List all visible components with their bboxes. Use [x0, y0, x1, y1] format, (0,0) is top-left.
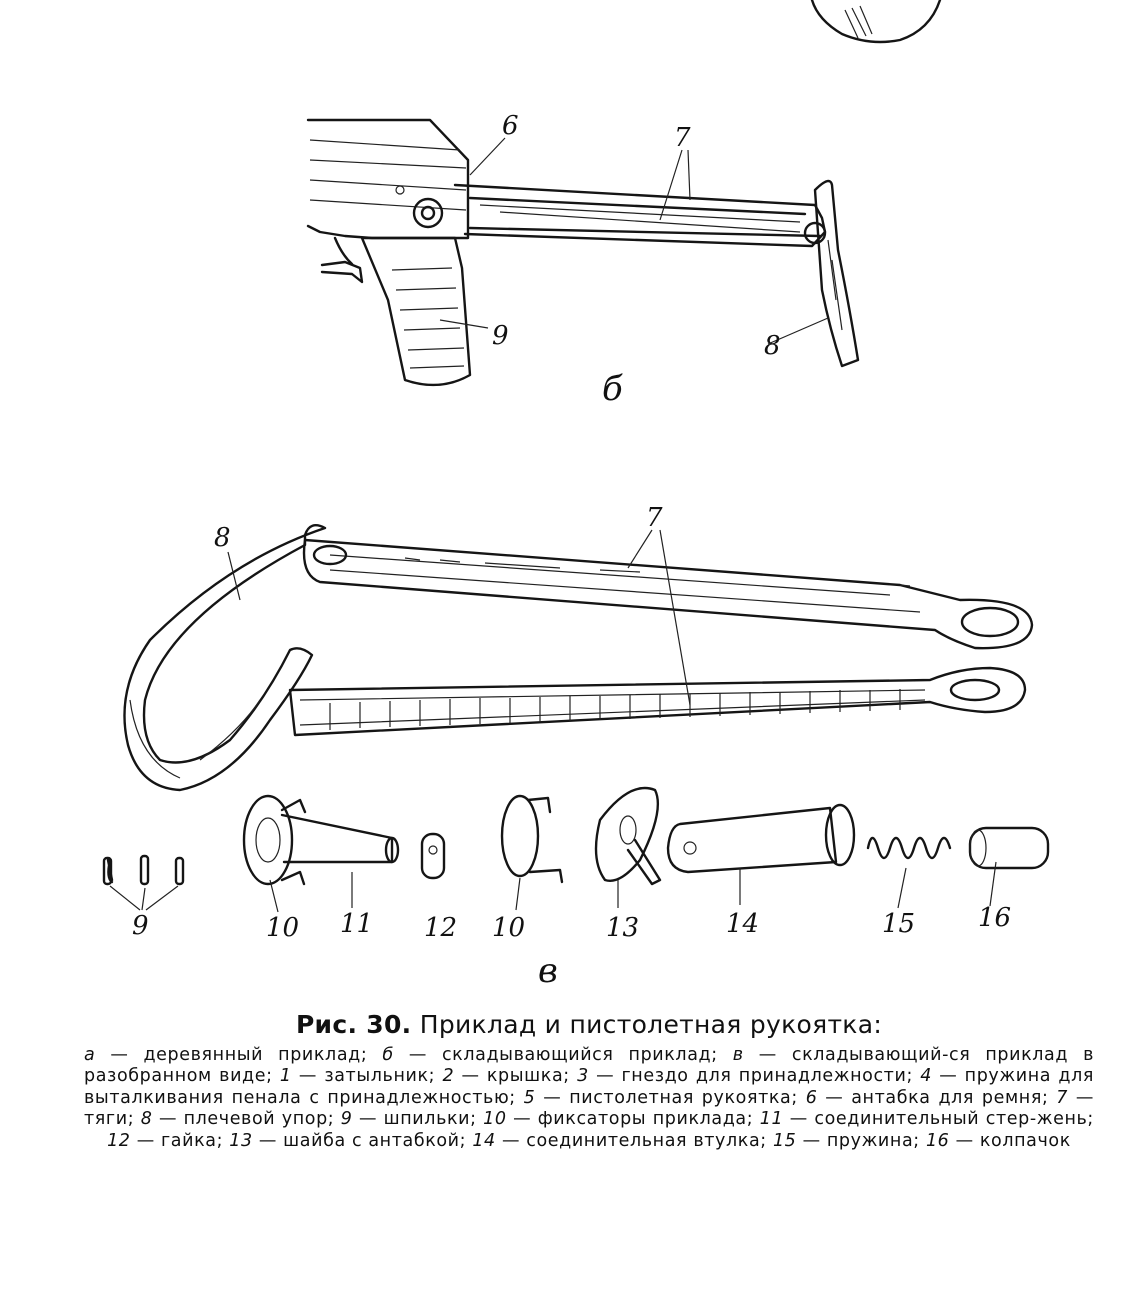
- legend-text: фиксаторы приклада;: [537, 1109, 754, 1130]
- legend-item: 9 — шпильки;: [340, 1109, 477, 1130]
- view-v-label: в: [538, 951, 558, 991]
- legend-item: 14 — соединительная втулка;: [472, 1130, 767, 1151]
- legend-item: 15 — пружина;: [772, 1130, 920, 1151]
- legend-key: 13: [229, 1130, 253, 1151]
- shoulder-rest: [815, 181, 858, 366]
- legend-item: 12 — гайка;: [107, 1130, 224, 1151]
- legend-key: 5: [523, 1087, 536, 1108]
- legend-key: 10: [483, 1109, 507, 1130]
- legend-key: 9: [340, 1109, 353, 1130]
- legend-text: затыльник;: [324, 1066, 436, 1087]
- legend-text: тяги;: [84, 1109, 135, 1130]
- legend-key: 6: [805, 1087, 818, 1108]
- legend-item: б — складывающийся приклад;: [382, 1045, 718, 1065]
- legend-text: шпильки;: [383, 1109, 477, 1130]
- legend-key: 14: [472, 1130, 496, 1151]
- legend-text: соединительный стер-жень;: [814, 1109, 1094, 1130]
- callout-16: 16: [978, 903, 1012, 933]
- callout-9: 9: [492, 321, 509, 351]
- shoulder-rest-curved: [124, 525, 325, 790]
- legend-item: 16 — колпачок: [925, 1130, 1071, 1151]
- legend-key: 2: [442, 1066, 455, 1087]
- view-b-label: б: [602, 369, 623, 409]
- callout-7-v: 7: [646, 503, 663, 533]
- legend-item: 1 — затыльник;: [279, 1066, 436, 1087]
- figure-number: Рис. 30.: [295, 1010, 412, 1039]
- legend-key: б: [382, 1045, 394, 1065]
- legend-item: 6 — антабка для ремня;: [805, 1087, 1049, 1108]
- legend-text: шайба с антабкой;: [283, 1130, 467, 1151]
- legend-text: деревянный приклад;: [143, 1045, 368, 1065]
- part-12-nut: [422, 834, 457, 943]
- pistol-grip: [362, 238, 470, 385]
- legend-text: плечевой упор;: [183, 1109, 335, 1130]
- callout-8: 8: [764, 331, 781, 361]
- legend-text: гайка;: [160, 1130, 224, 1151]
- callout-10-a: 10: [266, 913, 300, 943]
- legend-text: колпачок: [979, 1130, 1071, 1151]
- part-9-pins: [104, 856, 183, 941]
- legend-text: пружина для выталкивания пенала с принадлежностью;: [84, 1066, 1094, 1108]
- legend-text: крышка;: [486, 1066, 570, 1087]
- legend-item: 2 — крышка;: [442, 1066, 570, 1087]
- legend-item: 3 — гнездо для принадлежности;: [577, 1066, 913, 1087]
- part-10-retainer: [492, 796, 562, 943]
- caption-heading: Приклад и пистолетная рукоятка:: [419, 1010, 883, 1039]
- legend-text: гнездо для принадлежности;: [621, 1066, 913, 1087]
- legend-item: 5 — пистолетная рукоятка;: [523, 1087, 798, 1108]
- legend-key: 7: [1056, 1087, 1069, 1108]
- legend-key: 16: [925, 1130, 950, 1151]
- callout-7: 7: [674, 123, 691, 153]
- legend-key: 11: [759, 1109, 784, 1130]
- legend-text: пистолетная рукоятка;: [569, 1087, 798, 1108]
- legend-item: 10 — фиксаторы приклада;: [483, 1109, 754, 1130]
- legend-key: 15: [772, 1130, 797, 1151]
- callout-6: 6: [502, 111, 519, 141]
- callout-9-v: 9: [132, 911, 149, 941]
- legend-key: а: [84, 1045, 96, 1065]
- legend-text: пружина;: [826, 1130, 920, 1151]
- callout-13: 13: [606, 913, 640, 943]
- legend-key: 12: [107, 1130, 131, 1151]
- legend-key: 4: [920, 1066, 932, 1087]
- legend-key: 1: [279, 1066, 292, 1087]
- legend-text: соединительная втулка;: [526, 1130, 767, 1151]
- legend-text: складывающий-ся приклад в разобранном виде;: [84, 1045, 1094, 1087]
- part-10-11-rod: [244, 796, 398, 943]
- view-v-disassembled-stock: [104, 503, 1048, 991]
- legend-item: в — складывающий-ся приклад в разобранном виде;: [84, 1045, 1094, 1087]
- legend-text: складывающийся приклад;: [441, 1045, 718, 1065]
- part-14-sleeve: [668, 805, 854, 939]
- callout-8-v: 8: [214, 523, 231, 553]
- part-13-washer: [596, 788, 660, 943]
- callout-10-b: 10: [492, 913, 526, 943]
- legend-item: 4 — пружина для выталкивания пенала с принадлежностью;: [84, 1066, 1094, 1108]
- view-b-folding-stock: [308, 111, 858, 409]
- legend-item: 11 — соединительный стер-жень;: [759, 1109, 1094, 1130]
- legend-item: 13 — шайба с антабкой;: [229, 1130, 467, 1151]
- figure-caption: [84, 1010, 1094, 1152]
- callout-11: 11: [340, 909, 374, 939]
- previous-figure-fragment: [812, 0, 940, 42]
- callout-12: 12: [424, 913, 458, 943]
- legend-item: а — деревянный приклад;: [84, 1045, 368, 1065]
- legend-key: 3: [577, 1066, 589, 1087]
- callout-15: 15: [882, 909, 916, 939]
- part-15-spring: [868, 838, 950, 939]
- caption-legend: [84, 1045, 1094, 1152]
- legend-item: 7 — тяги;: [84, 1087, 1094, 1130]
- legend-key: в: [732, 1045, 744, 1065]
- callout-14: 14: [726, 909, 760, 939]
- legend-text: антабка для ремня;: [851, 1087, 1049, 1108]
- legend-key: 8: [140, 1109, 153, 1130]
- part-16-cap: [970, 828, 1048, 933]
- legend-item: 8 — плечевой упор;: [140, 1109, 335, 1130]
- caption-title: [84, 1010, 1094, 1039]
